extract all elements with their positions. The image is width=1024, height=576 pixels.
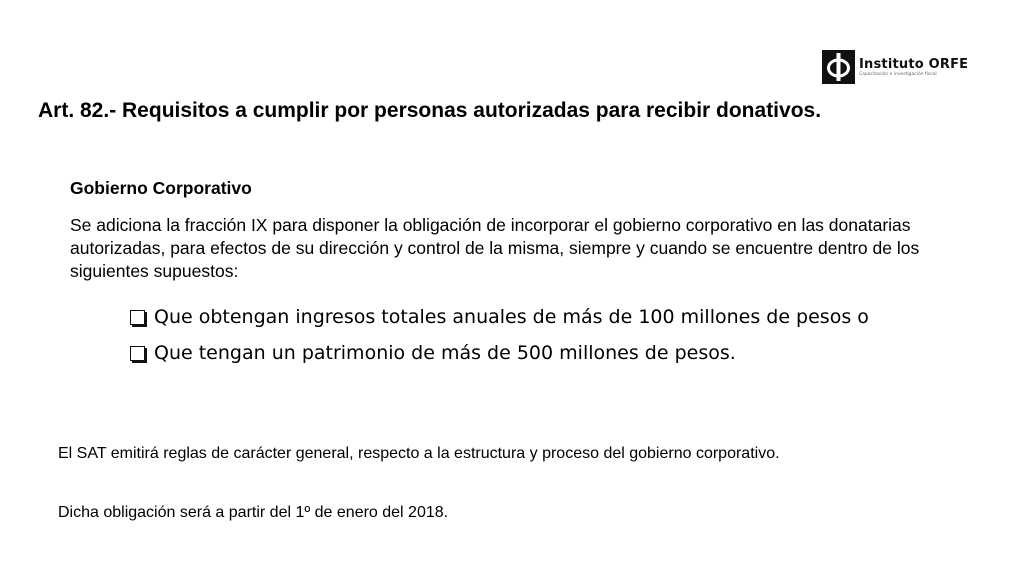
logo-text [859,57,968,78]
section-body: Se adiciona la fracción IX para disponer la obligación de incorporar el gobierno corporativo en las donatarias autorizadas, para efectos de su dirección y control de la misma, siempre y cuando se encuentre dentro de los siguientes supuestos: [70,215,920,281]
bullet-list [130,304,870,376]
logo-name: Instituto ORFE [859,56,969,72]
slide-title: Art. 82.- Requisitos a cumplir por personas autorizadas para recibir donativos. [38,99,822,122]
bullet-text: Que tengan un patrimonio de más de 500 millones de pesos. [154,342,736,364]
bullet-item [130,304,870,330]
bullet-item [130,340,870,366]
logo [822,50,968,84]
phi-symbol-icon [822,50,855,84]
checkbox-bullet-icon [130,310,145,325]
logo-tagline: Capacitación e investigación fiscal [859,71,937,77]
checkbox-bullet-icon [130,346,145,361]
bullet-text: Que obtengan ingresos totales anuales de más de 100 millones de pesos o [154,306,869,328]
note-sat-rules: El SAT emitirá reglas de carácter general, respecto a la estructura y proceso del gobierno corporativo. [58,445,780,462]
note-effective-date: Dicha obligación será a partir del 1º de enero del 2018. [58,504,449,521]
section-heading: Gobierno Corporativo [70,178,252,198]
